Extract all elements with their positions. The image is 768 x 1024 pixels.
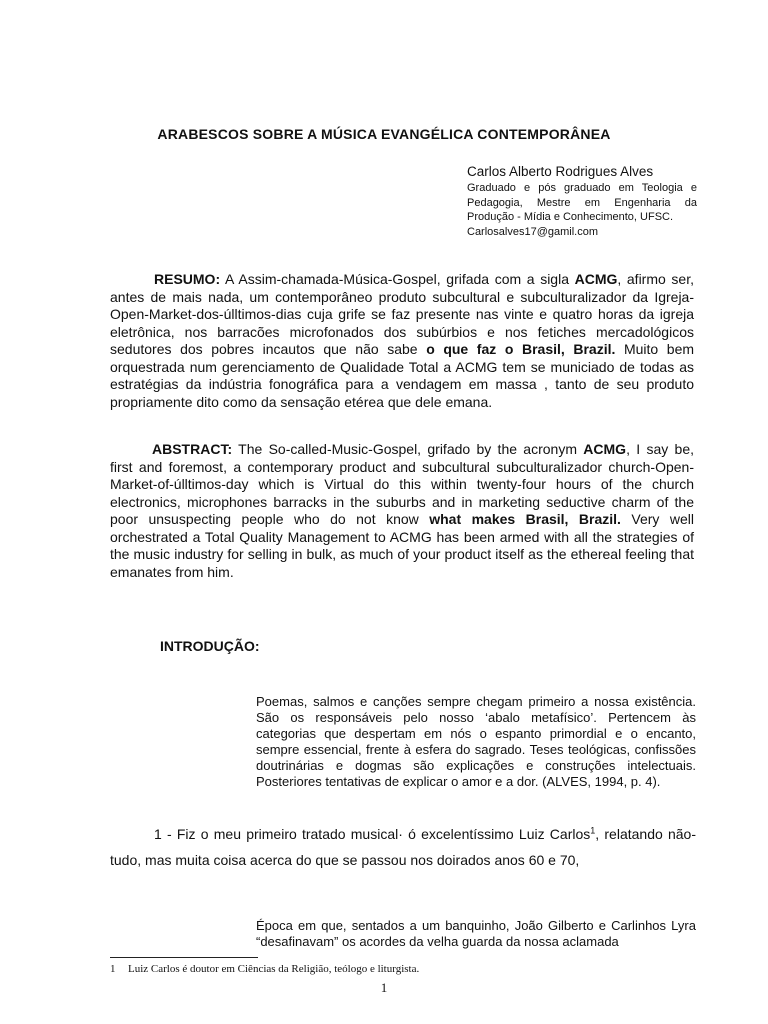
resumo-emphasis: o que faz o Brasil, Brazil.: [426, 341, 616, 357]
resumo-text-1: A Assim-chamada-Música-Gospel, grifada com a sigla: [220, 271, 575, 287]
footnote-reference[interactable]: 1: [590, 825, 596, 836]
resumo-acronym: ACMG: [574, 271, 618, 287]
author-affiliation: Graduado e pós graduado em Teologia e Pedagogia, Mestre em Engenharia da Produção - Mídia e Conhecimento, UFSC.: [467, 182, 697, 223]
body-paragraph-1-text-1: 1 - Fiz o meu primeiro tratado musical· ó excelentíssimo Luiz Carlos: [154, 826, 591, 842]
abstract-emphasis: what makes Brasil, Brazil.: [429, 511, 621, 527]
page-number: 1: [380, 980, 388, 995]
author-name: Carlos Alberto Rodrigues Alves: [467, 164, 654, 179]
footnote: [110, 963, 419, 975]
resumo-text-2: , afirmo ser, antes de mais nada, um contemporâneo produto subcultural e subculturalizador da Igreja-Open-Market-dos-úlltimos-dias cuja grife se faz presente nas vinte e quatro horas da igreja eletrônica, nos barracões microfonados dos subúrbios e nos fetiches mercadológicos sedutores dos pobres incautos que não sabe: [110, 271, 694, 357]
footnote-divider: [110, 957, 258, 958]
abstract-acronym: ACMG: [583, 441, 627, 457]
resumo-text-3: Muito bem orquestrada num gerenciamento de Qualidade Total a ACMG tem se municiado de todas as estratégias da indústria fonográfica para a vendagem em massa , tanto de seu produto propriamente dito como da sensação etérea que dele emana.: [110, 341, 695, 410]
footnote-text: Luiz Carlos é doutor em Ciências da Religião, teólogo e liturgista.: [128, 963, 420, 975]
body-paragraph-1: [110, 821, 696, 873]
document-title: ARABESCOS SOBRE A MÚSICA EVANGÉLICA CONTEMPORÂNEA: [157, 126, 611, 142]
abstract-label: ABSTRACT:: [152, 441, 233, 457]
block-quote-2: Época em que, sentados a um banquinho, João Gilberto e Carlinhos Lyra “desafinavam” os acordes da velha guarda da nossa aclamada: [256, 918, 696, 949]
block-quote-1: Poemas, salmos e canções sempre chegam primeiro a nossa existência. São os responsáveis pelo nosso ‘abalo metafísico’. Pertencem às categorias que despertam em nós o espanto primordial e o encanto, sempre essencial, frente à esfera do sagrado. Teses teológicas, confissões doutrinárias e dogmas são explicações e construções intelectuais. Posteriores tentativas de explicar o amor e a dor. (ALVES, 1994, p. 4).: [256, 694, 696, 789]
body-paragraph-1-text-2: , relatando não-tudo, mas muita coisa acerca do que se passou nos doirados anos 60 e 70,: [110, 826, 696, 868]
author-email: Carlosalves17@gamil.com: [467, 225, 598, 238]
footnote-number: 1: [110, 963, 116, 975]
resumo-paragraph: [110, 271, 694, 411]
abstract-text-2: , I say be, first and foremost, a contemporary product and subcultural subculturalizador church-Open-Market-of-úlltimos-day which is Virtual do this within twenty-four hours of the church electronics, microphones barracks in the suburbs and in marketing seductive charm of the poor unsuspecting people who do not know: [110, 441, 694, 527]
section-heading-introducao: INTRODUÇÃO:: [160, 638, 260, 654]
abstract-paragraph: [110, 441, 694, 581]
abstract-text-3: Very well orchestrated a Total Quality Management to ACMG has been armed with all the strategies of the music industry for selling in bulk, as much of your product itself as the ethereal feeling that emanates from him.: [110, 511, 694, 580]
author-affiliation-block: [467, 181, 697, 239]
resumo-label: RESUMO:: [154, 271, 221, 287]
abstract-text-1: The So-called-Music-Gospel, grifado by the acronym: [232, 441, 584, 457]
